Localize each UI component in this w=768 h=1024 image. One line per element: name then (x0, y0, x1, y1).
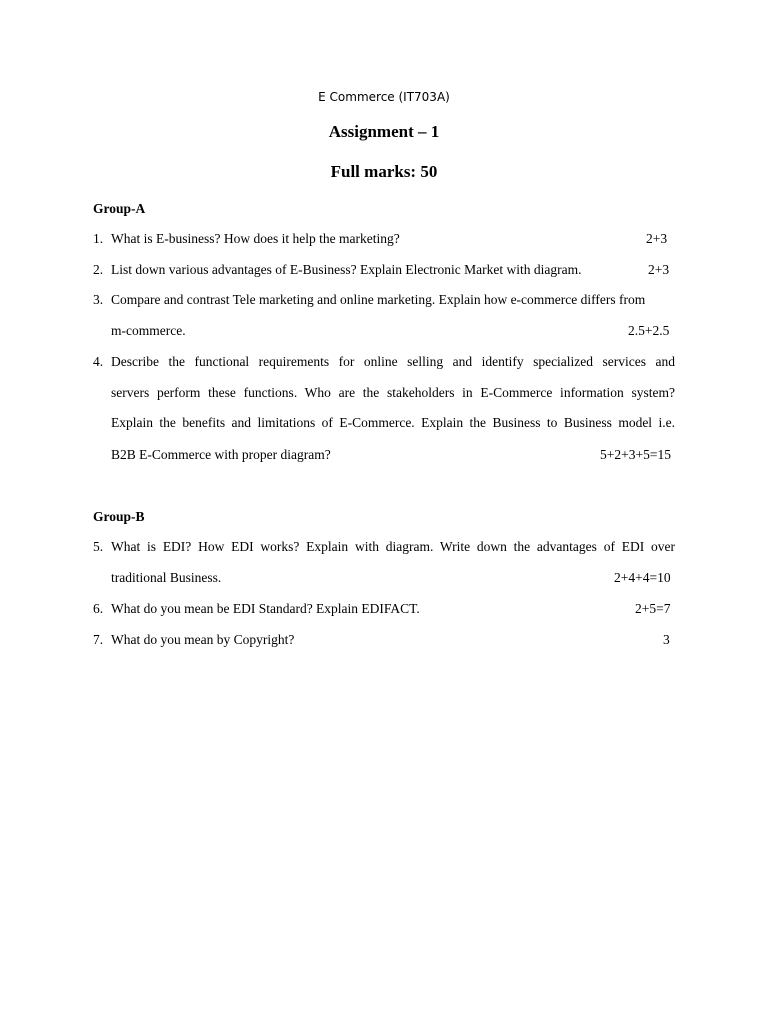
question-number: 7. (93, 632, 104, 647)
question-4-line-1: Describe the functional requirements for online selling and identify specialized services and (111, 354, 675, 369)
question-text: List down various advantages of E-Business? Explain Electronic Market with diagram. (111, 262, 582, 277)
question-5-marks: 2+4+4=10 (614, 570, 671, 585)
question-number: 3. (93, 292, 104, 307)
question-5-line-2: traditional Business. (111, 570, 222, 585)
course-title: E Commerce (IT703A) (318, 90, 450, 104)
assignment-title: Assignment – 1 (328, 122, 440, 141)
question-3-marks: 2.5+2.5 (628, 323, 670, 338)
question-3-continuation: m-commerce. (111, 323, 186, 338)
question-text: What do you mean by Copyright? (111, 632, 295, 647)
question-text: What is E-business? How does it help the marketing? (111, 231, 400, 246)
question-4-line-2: servers perform these functions. Who are the stakeholders in E-Commerce information system? (111, 385, 675, 400)
full-marks: Full marks: 50 (330, 162, 438, 181)
question-4-line-4: B2B E-Commerce with proper diagram? (111, 447, 331, 462)
question-4-line-3: Explain the benefits and limitations of E-Commerce. Explain the Business to Business model i.e. (111, 415, 675, 430)
question-text: What do you mean be EDI Standard? Explain EDIFACT. (111, 601, 420, 616)
question-5-line-1: What is EDI? How EDI works? Explain with diagram. Write down the advantages of EDI over (111, 539, 675, 554)
question-number: 1. (93, 231, 104, 246)
question-number: 4. (93, 354, 104, 369)
group-b-heading: Group-B (93, 509, 145, 524)
question-number: 6. (93, 601, 104, 616)
question-4-marks: 5+2+3+5=15 (600, 447, 671, 462)
question-1-marks: 2+3 (646, 231, 668, 246)
question-number: 2. (93, 262, 104, 277)
question-6-marks: 2+5=7 (635, 601, 671, 616)
question-2-marks: 2+3 (648, 262, 670, 277)
question-text: Compare and contrast Tele marketing and online marketing. Explain how e-commerce differs from (111, 292, 646, 307)
question-7-marks: 3 (663, 632, 670, 647)
group-a-heading: Group-A (93, 201, 146, 216)
question-number: 5. (93, 539, 104, 554)
